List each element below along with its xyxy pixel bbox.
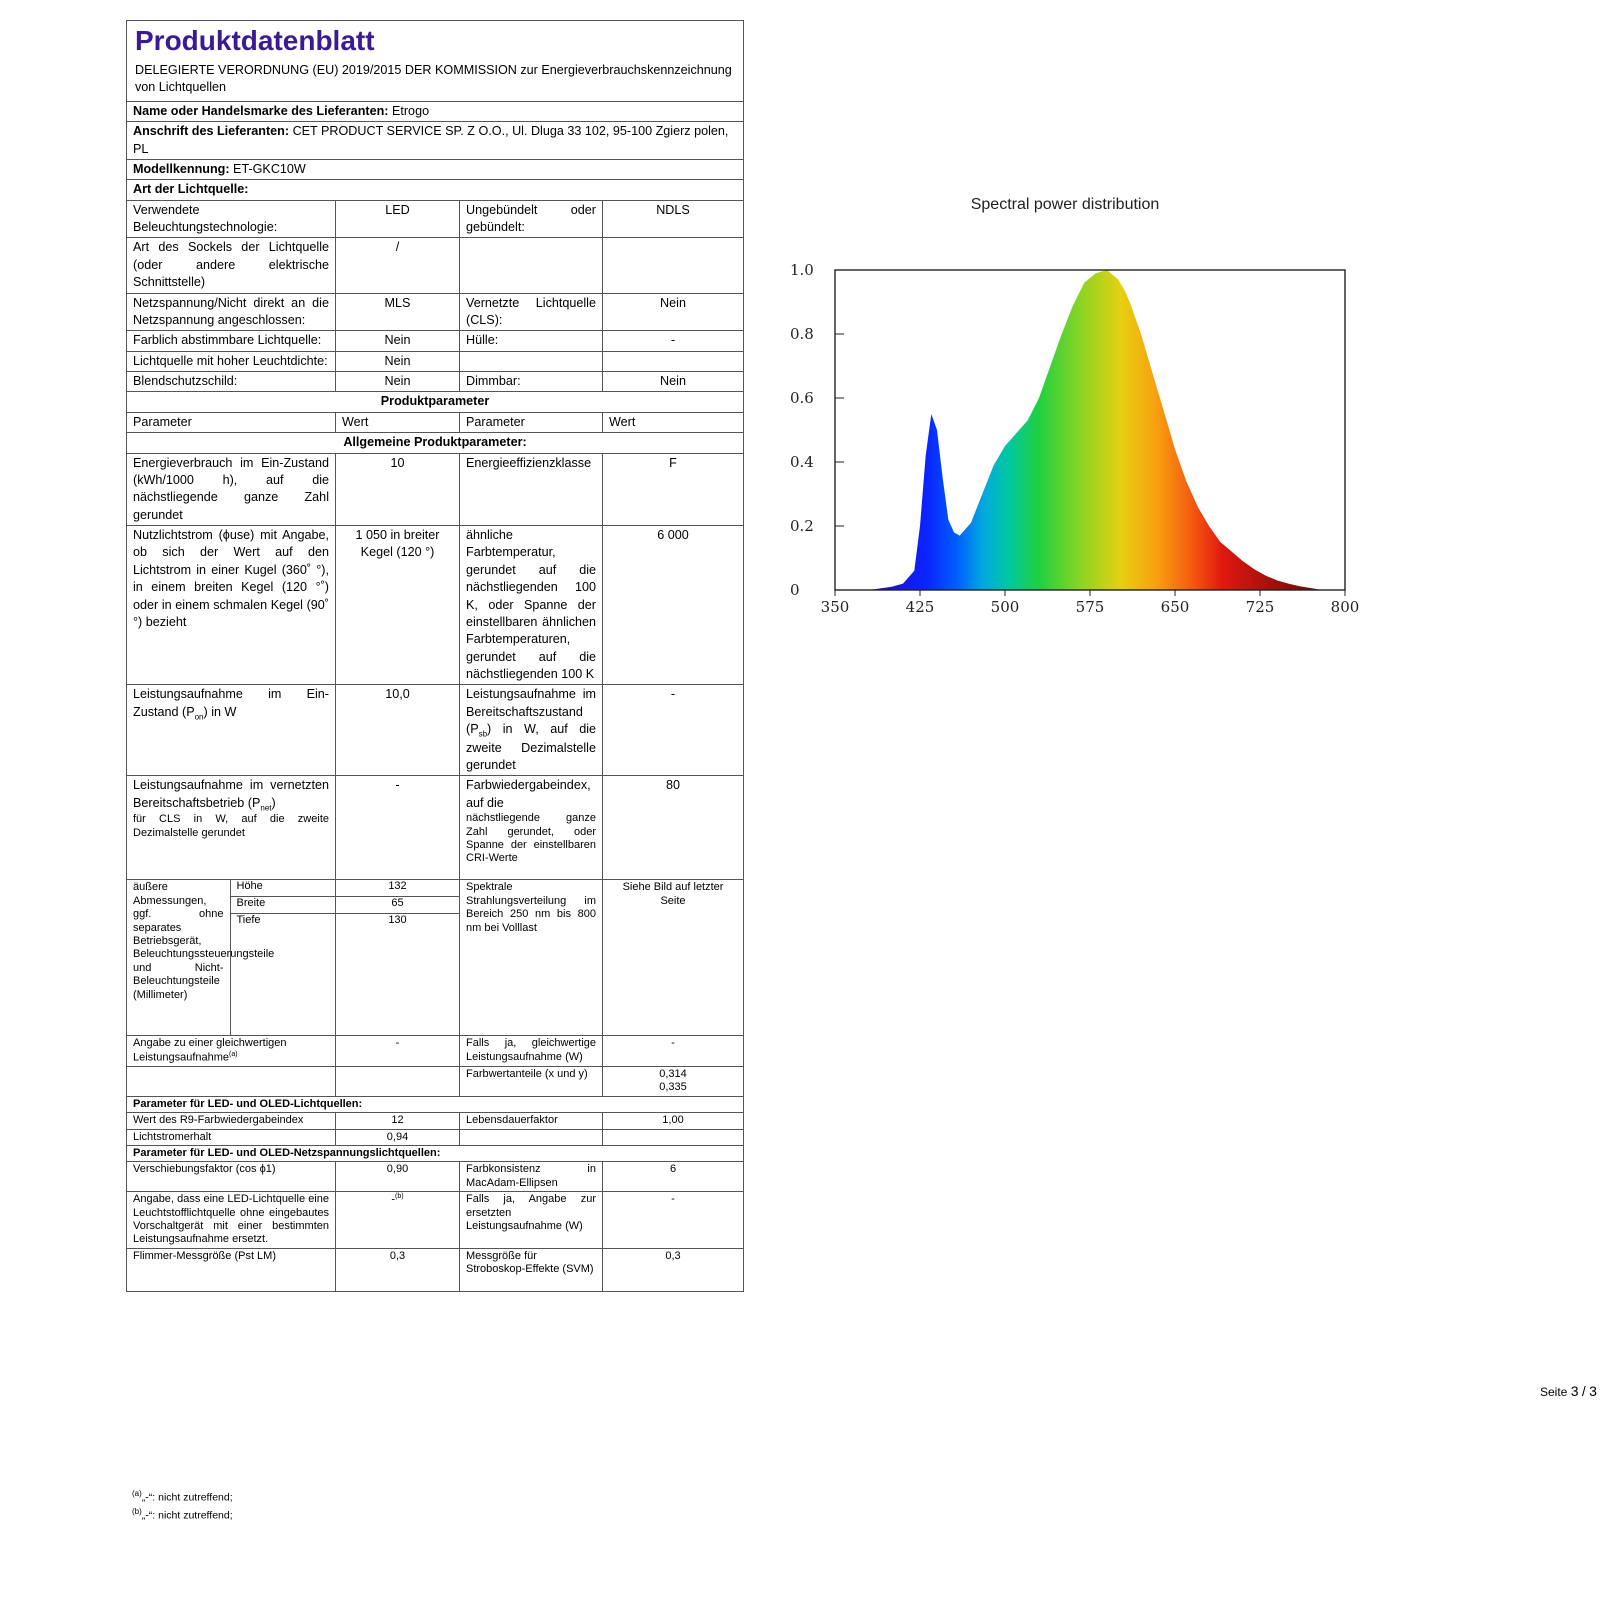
page-separator: /: [1581, 1383, 1586, 1399]
power-networked-value: -: [336, 776, 460, 880]
y-tick-label: 0: [790, 581, 800, 599]
type-value: LED: [336, 200, 460, 238]
label-subscript: sb: [478, 729, 488, 739]
label-text: Leistungsaufnahme im Bereitschaftszustand (P: [466, 687, 596, 737]
dimensions-values: [336, 880, 460, 1036]
label-subscript: net: [260, 803, 272, 813]
param-value: 0,94: [336, 1129, 460, 1145]
param-label: Energieeffizienzklasse: [460, 453, 603, 526]
label-text: Angabe zu einer gleichwertigen Leistungsaufnahme: [133, 1037, 287, 1064]
spectral-label: Spektrale Strahlungsverteilung im Bereich 250 nm bis 800 nm bei Volllast: [460, 880, 603, 1036]
page-total: 3: [1589, 1383, 1597, 1399]
type-label: [460, 238, 603, 293]
param-value: 1,00: [603, 1113, 744, 1129]
dimensions-row: [127, 880, 744, 1036]
footnote-mark: (b): [132, 1507, 142, 1517]
type-label: Verwendete Beleuchtungstechnologie:: [127, 200, 336, 238]
param-row: [127, 1113, 744, 1129]
type-value: Nein: [336, 331, 460, 351]
equivalent-label: [127, 1036, 336, 1066]
empty-cell: [336, 1066, 460, 1096]
product-params-heading: Produktparameter: [127, 392, 744, 412]
general-params-heading: Allgemeine Produktparameter:: [127, 433, 744, 453]
param-row: [127, 1162, 744, 1192]
product-data-sheet: [126, 20, 744, 1292]
spectral-chart: [790, 180, 1370, 630]
power-on-value: 10,0: [336, 685, 460, 776]
dimension-name: Breite: [231, 897, 337, 914]
page-number: [1540, 1383, 1597, 1399]
type-value: [603, 238, 744, 293]
type-row: [127, 293, 744, 331]
chromaticity-label: Farbwertanteile (x und y): [460, 1066, 603, 1096]
type-label: Dimmbar:: [460, 372, 603, 392]
x-tick-label: 500: [990, 598, 1020, 616]
equivalent-power-label: Falls ja, gleichwertige Leistungsaufnahme (W): [460, 1036, 603, 1066]
param-value: 10: [336, 453, 460, 526]
param-row: [127, 526, 744, 685]
chromaticity-y: 0,335: [659, 1081, 687, 1094]
column-header: Parameter: [127, 412, 336, 432]
label-text: ): [271, 795, 276, 810]
param-row: [127, 1129, 744, 1145]
param-row: [127, 1192, 744, 1249]
dimension-value: 130: [388, 914, 407, 927]
dimensions-inner-table: [127, 880, 336, 1035]
label-text: ) in W, auf die zweite Dezimalstelle gerundet: [466, 722, 596, 773]
param-label: [460, 1129, 603, 1145]
label-subscript: on: [194, 712, 204, 722]
param-value: 12: [336, 1113, 460, 1129]
param-label: Flimmer-Messgröße (Pst LM): [127, 1248, 336, 1291]
param-value: 6: [603, 1162, 744, 1192]
page-current: 3: [1570, 1383, 1579, 1399]
label-small-text: nächstliegende ganze Zahl gerundet, oder Spanne der einstellbaren CRI-Werte: [466, 812, 596, 865]
chromaticity-value: [603, 1066, 744, 1096]
param-value: 0,3: [603, 1248, 744, 1291]
param-label: Wert des R9-Farbwiedergabeindex: [127, 1113, 336, 1129]
type-value: Nein: [603, 372, 744, 392]
param-label: Energieverbrauch im Ein-Zustand (kWh/1000 h), auf die nächstliegende ganze Zahl gerundet: [127, 453, 336, 526]
param-value: [336, 1192, 460, 1249]
type-value: -: [603, 331, 744, 351]
column-header-row: [127, 412, 744, 432]
page-prefix: Seite: [1540, 1385, 1568, 1399]
type-value: Nein: [336, 372, 460, 392]
dimensions-label: äußere Abmessungen, ggf. ohne separates Betriebsgerät, Beleuchtungssteuerungsteile und Nicht-Beleuchtungsteile (Millimeter): [133, 881, 275, 1001]
supplier-address-label: Anschrift des Lieferanten:: [133, 124, 290, 139]
footnote-mark: (a): [132, 1489, 142, 1498]
type-label: Netzspannung/Nicht direkt an die Netzspannung angeschlossen:: [127, 293, 336, 331]
param-row: [127, 1066, 744, 1096]
param-label: Verschiebungsfaktor (cos ϕ1): [127, 1162, 336, 1192]
param-label: ähnliche Farbtemperatur, gerundet auf die nächstliegenden 100 K, oder Spanne der einstellbaren ähnlichen Farbtemperaturen, gerundet auf die nächstliegenden 100 K: [460, 526, 603, 685]
param-value: [603, 1129, 744, 1145]
type-label: Hülle:: [460, 331, 603, 351]
param-label: Angabe, dass eine LED-Lichtquelle eine Leuchtstofflichtquelle ohne eingebautes Vorschaltgerät mit einer bestimmten Leistungsaufnahme ersetzt.: [127, 1192, 336, 1249]
power-standby-label: [460, 685, 603, 776]
y-tick-label: 0.8: [790, 325, 814, 343]
label-text: Leistungsaufnahme im vernetzten Bereitschaftsbetrieb (P: [133, 778, 329, 810]
model-value: ET-GKC10W: [233, 161, 306, 176]
power-networked-label: [127, 776, 336, 880]
equivalent-power-value: -: [603, 1036, 744, 1066]
cri-value: 80: [603, 776, 744, 880]
supplier-name-row: [127, 101, 744, 121]
label-small-text: für CLS in W, auf die zweite Dezimalstelle gerundet: [133, 813, 329, 839]
y-axis: [790, 261, 844, 599]
type-value: [603, 351, 744, 371]
chart-title: Spectral power distribution: [970, 196, 1160, 213]
type-value: MLS: [336, 293, 460, 331]
spectrum-area: [869, 270, 1322, 590]
type-value: NDLS: [603, 200, 744, 238]
light-source-type-heading: Art der Lichtquelle:: [127, 180, 744, 200]
led-params-heading: Parameter für LED- und OLED-Lichtquellen:: [127, 1096, 744, 1112]
supplier-address-value: CET PRODUCT SERVICE SP. Z O.O., Ul. Dluga 33 102, 95-100 Zgierz polen, PL: [133, 124, 729, 156]
footnote: [132, 1506, 233, 1524]
label-text: Farbwiedergabeindex, auf die: [466, 778, 591, 810]
param-row: [127, 1036, 744, 1066]
dimension-value: 65: [336, 897, 459, 914]
x-tick-label: 725: [1245, 598, 1275, 616]
empty-cell: [127, 1066, 336, 1096]
footnotes: [132, 1488, 233, 1525]
x-axis: [821, 590, 1360, 616]
supplier-name-value: Etrogo: [391, 103, 430, 118]
model-row: [127, 159, 744, 179]
x-tick-label: 800: [1330, 598, 1360, 616]
supplier-address-row: [127, 122, 744, 160]
type-value: Nein: [603, 293, 744, 331]
label-text: ) in W: [203, 704, 237, 719]
model-label: Modellkennung:: [133, 161, 230, 176]
header-cell: [127, 21, 744, 102]
param-value: 0,3: [336, 1248, 460, 1291]
dimensions-cell: [127, 880, 336, 1036]
label-text: Leistungsaufnahme im Ein-Zustand (P: [133, 687, 329, 719]
column-header: Parameter: [460, 412, 603, 432]
type-row: [127, 238, 744, 293]
footnote-mark: (b): [395, 1193, 404, 1201]
type-label: Blendschutzschild:: [127, 372, 336, 392]
param-value: -: [603, 1192, 744, 1249]
y-tick-label: 0.6: [790, 389, 814, 407]
column-header: Wert: [336, 412, 460, 432]
type-label: Art des Sockels der Lichtquelle (oder andere elektrische Schnittstelle): [127, 238, 336, 293]
chromaticity-x: 0,314: [659, 1067, 687, 1080]
type-value: Nein: [336, 351, 460, 371]
type-row: [127, 331, 744, 351]
power-standby-value: -: [603, 685, 744, 776]
document-title: Produktdatenblatt: [135, 25, 375, 56]
y-tick-label: 0.2: [790, 517, 814, 535]
column-header: Wert: [603, 412, 744, 432]
dimension-name: Höhe: [231, 880, 337, 897]
param-label: Lebensdauerfaktor: [460, 1113, 603, 1129]
y-tick-label: 0.4: [790, 453, 814, 471]
param-label: Falls ja, Angabe zur ersetzten Leistungsaufnahme (W): [460, 1192, 603, 1249]
footnote-text: „-“: nicht zutreffend;: [141, 1509, 233, 1522]
x-tick-label: 650: [1160, 598, 1190, 616]
param-value: F: [603, 453, 744, 526]
y-tick-label: 1.0: [790, 261, 814, 279]
param-row: [127, 685, 744, 776]
type-label: Farblich abstimmbare Lichtquelle:: [127, 331, 336, 351]
value-text: -: [391, 1193, 396, 1206]
param-label: Farbkonsistenz in MacAdam-Ellipsen: [460, 1162, 603, 1192]
type-label: Ungebündelt oder gebündelt:: [460, 200, 603, 238]
dimension-name: Tiefe: [236, 914, 261, 927]
footnote: [132, 1488, 233, 1506]
param-row: [127, 776, 744, 880]
supplier-name-label: Name oder Handelsmarke des Lieferanten:: [133, 103, 389, 118]
type-label: Vernetzte Lichtquelle (CLS):: [460, 293, 603, 331]
type-row: [127, 351, 744, 371]
type-label: Lichtquelle mit hoher Leuchtdichte:: [127, 351, 336, 371]
type-row: [127, 200, 744, 238]
param-label: Messgröße für Stroboskop-Effekte (SVM): [460, 1248, 603, 1291]
footnote-text: „-“: nicht zutreffend;: [141, 1491, 233, 1504]
equivalent-value: -: [336, 1036, 460, 1066]
dimension-value: 132: [336, 880, 459, 897]
mains-params-heading: Parameter für LED- und OLED-Netzspannungslichtquellen:: [127, 1145, 744, 1161]
param-value: 0,90: [336, 1162, 460, 1192]
spectral-value: Siehe Bild auf letzter Seite: [603, 880, 744, 1036]
type-value: /: [336, 238, 460, 293]
x-tick-label: 425: [905, 598, 935, 616]
type-label: [460, 351, 603, 371]
x-tick-label: 575: [1075, 598, 1105, 616]
param-value: 1 050 in breiter Kegel (120 °): [336, 526, 460, 685]
param-row: [127, 453, 744, 526]
regulation-text: DELEGIERTE VERORDNUNG (EU) 2019/2015 DER KOMMISSION zur Energieverbrauchskennzeichnung von Lichtquellen: [135, 63, 732, 95]
param-value: 6 000: [603, 526, 744, 685]
param-label: Lichtstromerhalt: [127, 1129, 336, 1145]
type-row: [127, 372, 744, 392]
x-tick-label: 350: [820, 598, 850, 616]
param-label: Nutzlichtstrom (ϕuse) mit Angabe, ob sich der Wert auf den Lichtstrom in einer Kugel (360˚ °), in einem breiten Kegel (120 °˚) oder in einem schmalen Kegel (90˚ °) bezieht: [127, 526, 336, 685]
footnote-mark: (a): [229, 1050, 238, 1058]
cri-label: [460, 776, 603, 880]
plot-area: [835, 270, 1345, 590]
power-on-label: [127, 685, 336, 776]
param-row: [127, 1248, 744, 1291]
